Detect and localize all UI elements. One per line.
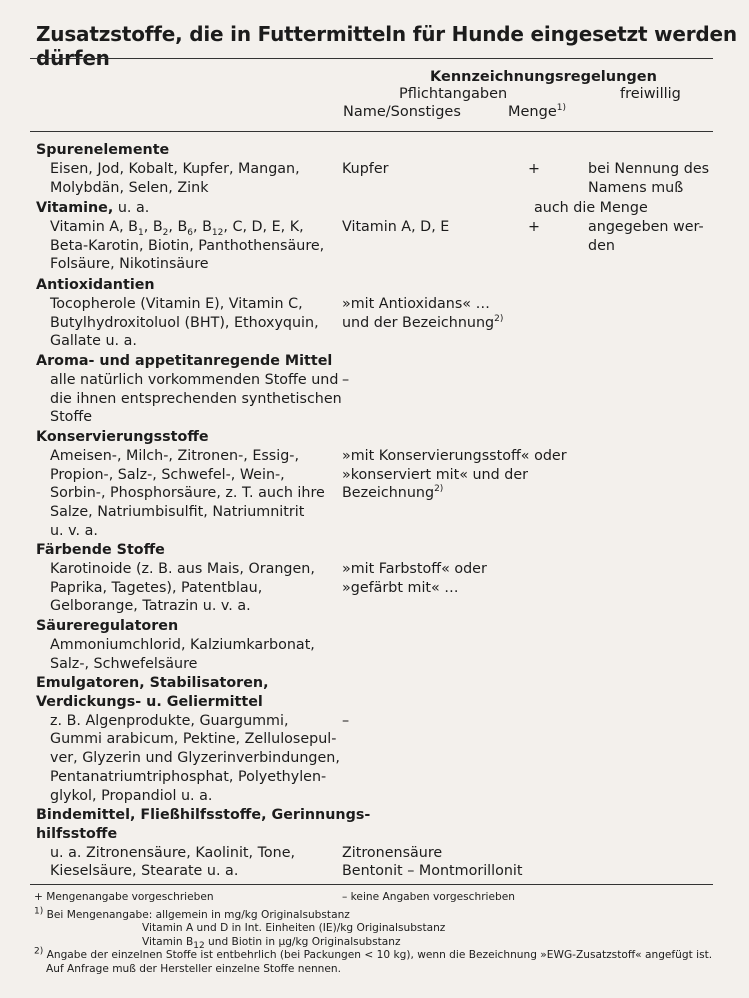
- section-text: Molybdän, Selen, Zink: [50, 179, 209, 196]
- name-cell: Kupfer: [342, 160, 389, 177]
- name-cell: »mit Antioxidans« …: [342, 295, 490, 312]
- section-title: Konservierungsstoffe: [36, 429, 209, 445]
- section-konservierungsstoffe: [36, 428, 716, 541]
- section-title: Antioxidantien: [36, 277, 155, 293]
- name-cell: –: [342, 712, 350, 729]
- section-text: Kieselsäure, Stearate u. a.: [50, 863, 239, 880]
- section-text: Butylhydroxitoluol (BHT), Ethoxyquin,: [50, 314, 319, 331]
- section-text: Propion-, Salz-, Schwefel-, Wein-,: [50, 466, 285, 483]
- footnote-dash: – keine Angaben vorgeschrieben: [342, 891, 515, 903]
- section-text: Eisen, Jod, Kobalt, Kupfer, Mangan,: [50, 160, 300, 177]
- name-cell: »mit Farbstoff« oder: [342, 560, 487, 577]
- menge-cell: +: [528, 218, 540, 235]
- section-title: Säureregulatoren: [36, 618, 179, 634]
- section-text: Salze, Natriumbisulfit, Natriumnitrit: [50, 504, 305, 521]
- section-faerbende-stoffe: [36, 541, 716, 616]
- section-emulgatoren: [36, 674, 716, 806]
- footnote-2-line2: Auf Anfrage muß der Hersteller einzelne Stoffe nennen.: [46, 962, 342, 975]
- footnote-2: $^{2)}$ Angabe der einzelnen Stoffe ist entbehrlich (bei Packungen < 10 kg), wenn die Bezeichnung »EWG-Zusatzstoff« angefügt ist.: [34, 946, 713, 962]
- section-text: Folsäure, Nikotinsäure: [50, 256, 209, 273]
- section-text: u. a. Zitronensäure, Kaolinit, Tone,: [50, 844, 296, 861]
- section-title: hilfsstoffe: [36, 825, 118, 842]
- name-cell: Zitronensäure: [342, 844, 443, 861]
- header-freiwillig: freiwillig: [620, 86, 681, 102]
- section-aroma: [36, 352, 716, 427]
- footnote-1-line2: Vitamin A und D in Int. Einheiten (IE)/kg Originalsubstanz: [142, 922, 446, 935]
- section-text: Tocopherole (Vitamin E), Vitamin C,: [50, 295, 303, 312]
- title-rule: [30, 58, 713, 59]
- section-title: Spurenelemente: [36, 142, 170, 158]
- header-kennzeichnung: Kennzeichnungsregelungen: [430, 69, 657, 85]
- header-rule: [30, 131, 713, 132]
- section-text: Pentanatriumtriphosphat, Polyethylen-: [50, 768, 327, 785]
- section-text: Sorbin-, Phosphorsäure, z. T. auch ihre: [50, 485, 325, 502]
- section-saeureregulatoren: [36, 617, 716, 673]
- freiwillig-cell: auch die Menge: [534, 200, 648, 216]
- header-name-sonstiges: Name/Sonstiges: [343, 104, 461, 120]
- name-cell: Bezeichnung$^{2)}$: [342, 484, 444, 502]
- name-cell: –: [342, 371, 350, 388]
- page-title: Zusatzstoffe, die in Futtermitteln für Hunde eingesetzt werden dürfen: [36, 22, 737, 70]
- section-vitamine: [36, 199, 716, 274]
- section-text: z. B. Algenprodukte, Guargummi,: [50, 712, 289, 729]
- name-cell: und der Bezeichnung$^{2)}$: [342, 313, 504, 331]
- section-title: Färbende Stoffe: [36, 542, 165, 558]
- section-title-suffix: u. a.: [113, 200, 150, 216]
- section-text: Gelborange, Tatrazin u. v. a.: [50, 598, 251, 615]
- menge-cell: +: [528, 160, 540, 177]
- footnote-plus: + Mengenangabe vorgeschrieben: [34, 891, 214, 903]
- section-text: glykol, Propandiol u. a.: [50, 787, 213, 804]
- freiwillig-cell: angegeben wer-: [588, 218, 704, 235]
- section-title: Emulgatoren, Stabilisatoren,: [36, 675, 269, 691]
- section-text: Ammoniumchlorid, Kalziumkarbonat,: [50, 636, 315, 653]
- section-title: Bindemittel, Fließhilfsstoffe, Gerinnungs-: [36, 807, 371, 823]
- section-text: Vitamin A, $B_1$, $B_2$, $B_6$, $B_{12}$, C, D, E, K,: [50, 218, 304, 238]
- section-bindemittel: [36, 806, 716, 881]
- section-text: Ameisen-, Milch-, Zitronen-, Essig-,: [50, 447, 300, 464]
- name-cell: »konserviert mit« und der: [342, 466, 528, 483]
- section-text: Karotinoide (z. B. aus Mais, Orangen,: [50, 560, 315, 577]
- name-cell: Bentonit – Montmorillonit: [342, 863, 523, 880]
- name-cell: »gefärbt mit« …: [342, 579, 459, 596]
- section-spurenelemente: [36, 141, 716, 197]
- section-text: Stoffe: [50, 409, 93, 426]
- name-cell: »mit Konservierungsstoff« oder: [342, 447, 567, 464]
- name-cell: Vitamin A, D, E: [342, 218, 450, 235]
- footnotes: [34, 891, 724, 976]
- section-text: Beta-Karotin, Biotin, Panthothensäure,: [50, 237, 325, 254]
- section-title: Vitamine,: [36, 200, 114, 216]
- section-text: Gallate u. a.: [50, 333, 137, 350]
- section-antioxidantien: [36, 276, 716, 351]
- footnote-1: $^{1)}$ Bei Mengenangabe: allgemein in mg/kg Originalsubstanz: [34, 906, 350, 921]
- footnote-1-line3: Vitamin $B_{12}$ und Biotin in µg/kg Originalsubstanz: [142, 935, 401, 951]
- freiwillig-cell: bei Nennung des: [588, 160, 710, 177]
- header-menge: Menge$^{1)}$: [508, 103, 566, 120]
- section-title: Verdickungs- u. Geliermittel: [36, 693, 263, 710]
- section-text: Paprika, Tagetes), Patentblau,: [50, 579, 263, 596]
- section-text: alle natürlich vorkommenden Stoffe und: [50, 371, 339, 388]
- section-text: ver, Glyzerin und Glyzerinverbindungen,: [50, 750, 340, 767]
- freiwillig-cell: den: [588, 237, 615, 254]
- section-text: u. v. a.: [50, 522, 98, 539]
- footer-rule: [30, 884, 713, 885]
- header-pflichtangaben: Pflichtangaben: [399, 86, 508, 102]
- section-text: Salz-, Schwefelsäure: [50, 655, 198, 672]
- section-text: Gummi arabicum, Pektine, Zellulosepul-: [50, 731, 337, 748]
- freiwillig-cell: Namens muß: [588, 179, 684, 196]
- section-title: Aroma- und appetitanregende Mittel: [36, 353, 333, 369]
- section-text: die ihnen entsprechenden synthetischen: [50, 390, 342, 407]
